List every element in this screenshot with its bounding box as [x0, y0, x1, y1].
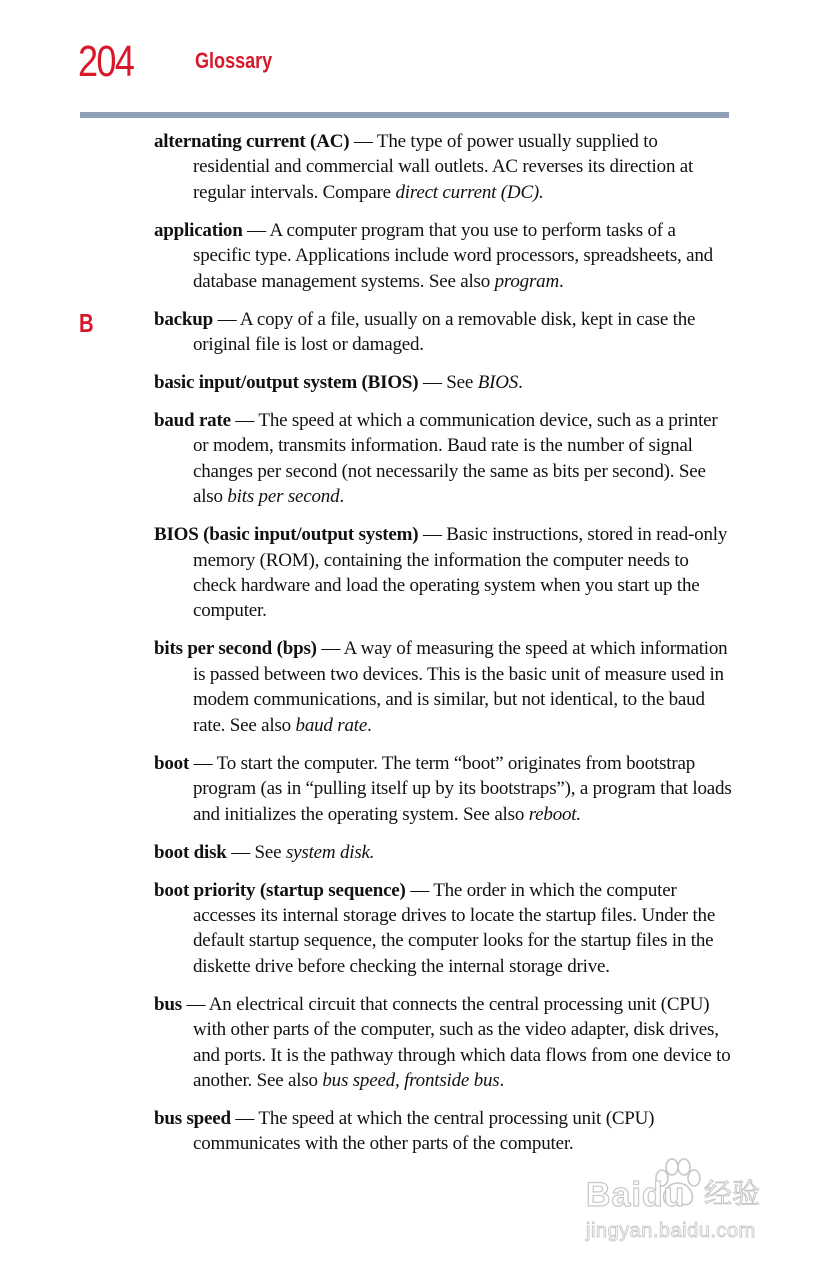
header-rule: [80, 112, 729, 118]
watermark-url: jingyan.baidu.com: [586, 1220, 756, 1242]
glossary-term: boot disk: [154, 841, 227, 863]
cross-reference: bits per second: [227, 486, 340, 508]
glossary-term: boot: [154, 752, 190, 774]
cross-reference: BIOS: [477, 372, 519, 394]
definition-text: — An electrical circuit that connects the central processing unit (CPU) with other parts of the computer, such as the video adapter, disk drives, and ports. It is the pathway through which data flows from one device to another. See also: [181, 993, 731, 1091]
definition-text: — A computer program that you use to perform tasks of a specific type. Applications include word processors, spreadsheets, and database management systems. See also: [193, 219, 713, 292]
definition-text: .: [367, 714, 372, 736]
glossary-entry-baud-rate: [154, 408, 732, 510]
glossary-entry-boot-priority: [154, 878, 732, 980]
definition-text: — See: [418, 372, 478, 394]
definition-text: — A copy of a file, usually on a removable disk, kept in case the original file is lost or damaged.: [193, 308, 696, 356]
definition-text: — The type of power usually supplied to residential and commercial wall outlets. AC reverses its direction at regular intervals. Compare: [193, 131, 694, 203]
definition-text: — See: [226, 841, 286, 863]
definition-text: — The speed at which a communication device, such as a printer or modem, transmits information. Baud rate is the number of signal changes per second (not necessarily the same as bits per second). See also: [193, 410, 718, 508]
glossary-entry-boot: [154, 751, 732, 827]
glossary-term: baud rate: [154, 410, 231, 432]
glossary-term: boot priority (startup sequence): [154, 879, 406, 901]
definition-text: ,: [394, 1069, 405, 1091]
watermark-cn-text: 经验: [704, 1177, 761, 1210]
glossary-term: basic input/output system (BIOS): [154, 372, 419, 394]
glossary-entry-bits-per-second: [154, 636, 732, 738]
definition-text: — To start the computer. The term “boot” originates from bootstrap program (as in “pulling itself up by its bootstraps”), a program that loads and initializes the operating system. See also: [189, 752, 732, 825]
cross-reference: direct current (DC).: [395, 181, 544, 203]
definition-text: — A way of measuring the speed at which information is passed between two devices. This is the basic unit of measure used in modem communications, and is similar, but not identical, to the baud rate. See also: [193, 638, 728, 736]
cross-reference: system disk.: [285, 841, 375, 863]
glossary-term: bits per second (bps): [154, 638, 317, 660]
definition-text: .: [518, 372, 523, 394]
glossary-entry-backup: [154, 307, 732, 358]
glossary-entries: [154, 129, 732, 1169]
definition-text: — Basic instructions, stored in read-only memory (ROM), containing the information the computer needs to check hardware and load the operating system when you start up the computer.: [193, 524, 728, 622]
cross-reference: baud rate: [295, 714, 368, 736]
glossary-term: bus: [154, 993, 182, 1015]
glossary-entry-bios: [154, 522, 732, 624]
definition-text: — The speed at which the central processing unit (CPU) communicates with the other parts of the computer.: [193, 1107, 655, 1155]
cross-reference: program: [494, 270, 559, 292]
cross-reference: frontside bus: [404, 1069, 500, 1091]
page-number: 204: [78, 37, 134, 86]
glossary-entry-basic-input-output-system: [154, 370, 732, 395]
glossary-term: application: [154, 219, 243, 241]
glossary-entry-alternating-current: [154, 129, 732, 205]
cross-reference: bus speed: [322, 1069, 395, 1091]
glossary-entry-boot-disk: [154, 840, 732, 865]
definition-text: .: [559, 270, 564, 292]
definition-text: .: [499, 1069, 505, 1091]
glossary-term: alternating current (AC): [154, 131, 350, 152]
definition-text: — The order in which the computer accesses its internal storage drives to locate the startup files. Under the default startup sequence, the computer looks for the startup files in the diskette drive before checking the internal storage drive.: [193, 879, 716, 977]
definition-text: .: [339, 486, 344, 508]
glossary-term: bus speed: [154, 1107, 231, 1129]
glossary-entry-bus-speed: [154, 1106, 732, 1157]
glossary-term: BIOS (basic input/output system): [154, 524, 419, 546]
baidu-jingyan-watermark: [582, 1158, 782, 1258]
glossary-entry-bus: [154, 992, 732, 1094]
cross-reference: reboot.: [528, 803, 581, 825]
glossary-entry-application: [154, 218, 732, 294]
letter-marker-b: B: [79, 308, 94, 338]
section-title: Glossary: [195, 48, 273, 73]
watermark-logo: Baidu: [586, 1176, 686, 1214]
glossary-term: backup: [154, 308, 214, 330]
